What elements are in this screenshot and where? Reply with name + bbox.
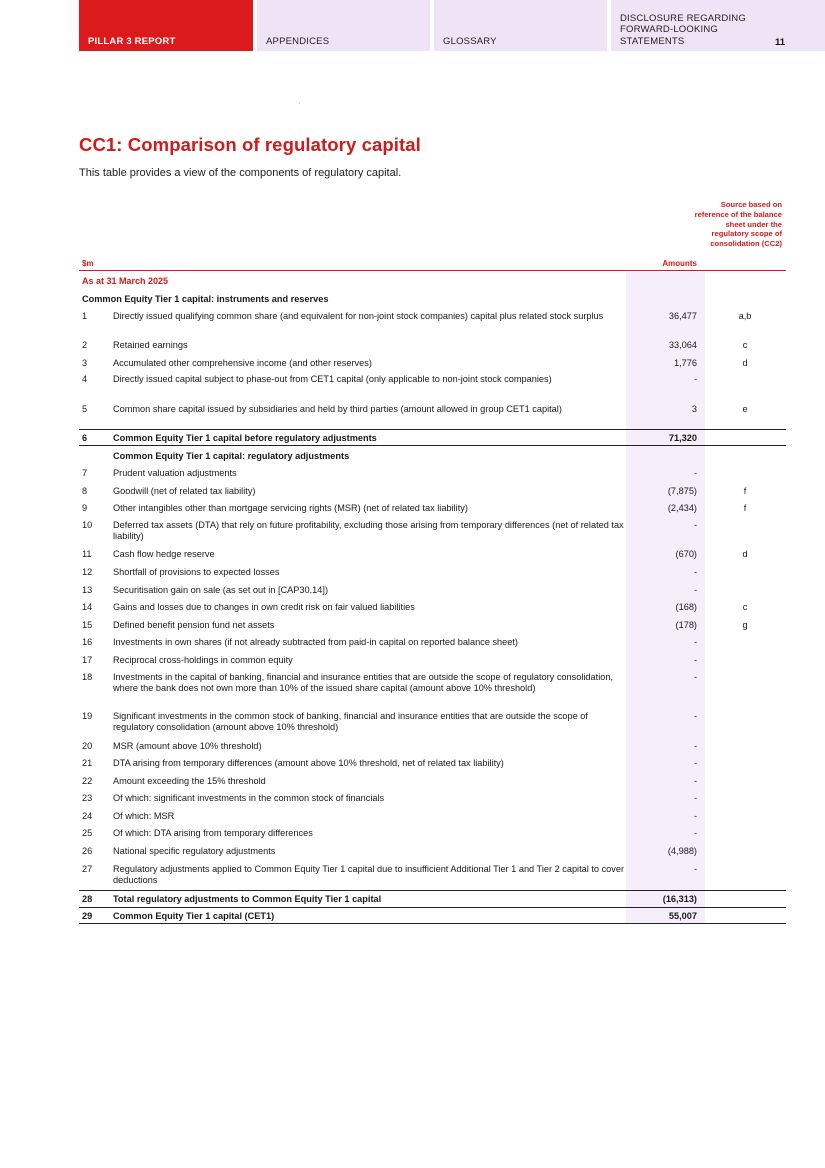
row-label: Prudent valuation adjustments — [113, 468, 237, 478]
tab-glossary[interactable] — [434, 0, 607, 51]
column-header-amounts: Amounts — [662, 259, 697, 268]
row-number: 29 — [82, 911, 93, 921]
table-row — [79, 907, 786, 924]
row-amount: - — [693, 585, 697, 595]
top-navigation — [79, 0, 825, 52]
row-number: 21 — [82, 758, 93, 768]
row-number: 14 — [82, 602, 93, 612]
tab-label: GLOSSARY — [443, 36, 497, 47]
row-amount: - — [693, 793, 697, 803]
row-label: Significant investments in the common stock of banking, financial and insurance entities that are outside the scope of regulatory consolidation (amount above 10% threshold) — [113, 711, 588, 732]
row-number: 4 — [82, 374, 88, 384]
row-number: 2 — [82, 340, 88, 350]
row-label: MSR (amount above 10% threshold) — [113, 741, 262, 751]
tab-forward-looking-statements[interactable] — [611, 0, 825, 51]
row-label: Common Equity Tier 1 capital before regulatory adjustments — [113, 433, 377, 443]
tab-appendices[interactable] — [257, 0, 430, 51]
row-amount: (7,875) — [667, 486, 697, 496]
row-source: d — [742, 549, 748, 559]
row-number: 10 — [82, 520, 93, 530]
row-amount: - — [693, 711, 697, 721]
row-amount: - — [693, 520, 697, 530]
row-amount: - — [693, 776, 697, 786]
row-number: 23 — [82, 793, 93, 803]
row-amount: 55,007 — [668, 911, 697, 921]
row-label: Investments in the capital of banking, financial and insurance entities that are outside the scope of regulatory consolidation, where the bank does not own more than 10% of the issued share capital (amount above 10% threshold) — [113, 672, 614, 693]
row-number: 27 — [82, 864, 93, 874]
row-amount: - — [693, 672, 697, 682]
amounts-column-background — [626, 272, 705, 923]
row-number: 19 — [82, 711, 93, 721]
row-label: Common share capital issued by subsidiaries and held by third parties (amount allowed in group CET1 capital) — [113, 404, 562, 414]
row-amount: 3 — [691, 404, 697, 414]
column-header-unit: $m — [82, 259, 94, 268]
row-amount: (4,988) — [667, 846, 697, 856]
row-label: Of which: MSR — [113, 811, 175, 821]
row-number: 24 — [82, 811, 93, 821]
row-label: Deferred tax assets (DTA) that rely on future profitability, excluding those arising from temporary differences (net of related tax liability) — [113, 520, 624, 541]
row-label: Reciprocal cross-holdings in common equity — [113, 655, 293, 665]
row-amount: - — [693, 811, 697, 821]
row-amount: - — [693, 637, 697, 647]
row-amount: - — [693, 567, 697, 577]
row-label: Accumulated other comprehensive income (and other reserves) — [113, 358, 372, 368]
row-label: Securitisation gain on sale (as set out in [CAP30.14]) — [113, 585, 329, 595]
row-number: 8 — [82, 486, 88, 496]
row-label: DTA arising from temporary differences (amount above 10% threshold, net of related tax liability) — [113, 758, 504, 768]
row-number: 1 — [82, 311, 88, 321]
row-amount: - — [693, 864, 697, 874]
row-number: 12 — [82, 567, 93, 577]
as-at-date: As at 31 March 2025 — [82, 276, 169, 286]
row-label: Retained earnings — [113, 340, 188, 350]
page-title: CC1: Comparison of regulatory capital — [79, 134, 421, 155]
row-number: 5 — [82, 404, 88, 414]
row-number: 17 — [82, 655, 93, 665]
row-label: Goodwill (net of related tax liability) — [113, 486, 256, 496]
row-number: 22 — [82, 776, 93, 786]
tab-label: DISCLOSURE REGARDING FORWARD-LOOKING STATEMENTS — [620, 12, 746, 47]
row-source: c — [742, 340, 748, 350]
row-source: e — [742, 404, 748, 414]
section-heading-adjustments: Common Equity Tier 1 capital: regulatory adjustments — [113, 451, 350, 461]
row-source: d — [742, 358, 748, 368]
row-label: Cash flow hedge reserve — [113, 549, 215, 559]
row-amount: 71,320 — [668, 433, 697, 443]
row-label: Of which: significant investments in the common stock of financials — [113, 793, 385, 803]
row-number: 18 — [82, 672, 93, 682]
row-number: 9 — [82, 503, 88, 513]
row-amount: (168) — [675, 602, 697, 612]
table-row — [79, 429, 786, 446]
row-label: National specific regulatory adjustments — [113, 846, 276, 856]
row-label: Total regulatory adjustments to Common Equity Tier 1 capital — [113, 894, 382, 904]
row-amount: 1,776 — [674, 358, 697, 368]
row-number: 16 — [82, 637, 93, 647]
row-amount: (16,313) — [662, 894, 697, 904]
row-number: 6 — [82, 433, 88, 443]
row-source: c — [742, 602, 748, 612]
row-amount: 33,064 — [668, 340, 697, 350]
row-label: Gains and losses due to changes in own credit risk on fair valued liabilities — [113, 602, 415, 612]
row-source: a,b — [738, 311, 752, 321]
row-number: 26 — [82, 846, 93, 856]
row-amount: - — [693, 828, 697, 838]
table-row — [79, 890, 786, 907]
row-number: 15 — [82, 620, 93, 630]
row-number: 28 — [82, 894, 93, 904]
stray-dot: . — [299, 100, 301, 106]
section-heading-instruments: Common Equity Tier 1 capital: instruments and reserves — [82, 294, 329, 304]
row-label: Shortfall of provisions to expected losses — [113, 567, 280, 577]
row-label: Directly issued capital subject to phase-out from CET1 capital (only applicable to non-joint stock companies) — [113, 374, 552, 384]
row-label: Directly issued qualifying common share (and equivalent for non-joint stock companies) capital plus related stock surplus — [113, 311, 604, 321]
tab-pillar-3-report[interactable] — [79, 0, 253, 51]
row-number: 3 — [82, 358, 88, 368]
header-divider — [79, 270, 786, 271]
row-number: 11 — [82, 549, 92, 559]
row-source: f — [743, 503, 747, 513]
row-label: Regulatory adjustments applied to Common Equity Tier 1 capital due to insufficient Additional Tier 1 and Tier 2 capital to cover deductions — [113, 864, 625, 885]
row-amount: - — [693, 468, 697, 478]
row-label: Of which: DTA arising from temporary differences — [113, 828, 313, 838]
page-number: 11 — [774, 37, 785, 48]
row-label: Common Equity Tier 1 capital (CET1) — [113, 911, 275, 921]
column-header-source: Source based on reference of the balance sheet under the regulatory scope of consolidation (CC2) — [694, 200, 782, 249]
row-amount: - — [693, 655, 697, 665]
row-number: 13 — [82, 585, 93, 595]
row-source: f — [743, 486, 747, 496]
row-label: Other intangibles other than mortgage servicing rights (MSR) (net of related tax liability) — [113, 503, 468, 513]
row-source: g — [742, 620, 748, 630]
row-amount: (178) — [675, 620, 697, 630]
row-number: 20 — [82, 741, 93, 751]
page-subtitle: This table provides a view of the components of regulatory capital. — [79, 167, 402, 179]
row-label: Investments in own shares (if not already subtracted from paid-in capital on reported balance sheet) — [113, 637, 518, 647]
row-amount: (670) — [675, 549, 697, 559]
row-amount: - — [693, 374, 697, 384]
row-amount: (2,434) — [667, 503, 697, 513]
row-number: 7 — [82, 468, 88, 478]
row-label: Defined benefit pension fund net assets — [113, 620, 275, 630]
row-amount: - — [693, 758, 697, 768]
row-amount: 36,477 — [668, 311, 697, 321]
row-label: Amount exceeding the 15% threshold — [113, 776, 266, 786]
tab-label: PILLAR 3 REPORT — [88, 36, 176, 47]
row-number: 25 — [82, 828, 93, 838]
tab-label: APPENDICES — [266, 36, 330, 47]
row-amount: - — [693, 741, 697, 751]
